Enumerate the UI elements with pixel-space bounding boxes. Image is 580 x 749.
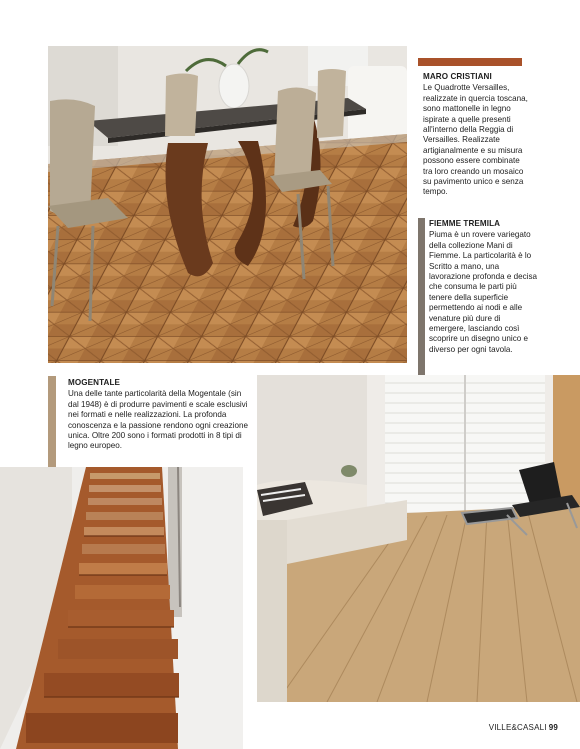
staircase-photo xyxy=(0,467,243,749)
caption-heading: MARO CRISTIANI xyxy=(423,72,492,81)
caption-fiemme-tremila xyxy=(429,219,537,355)
caption-mogentale xyxy=(68,378,248,452)
caption-heading: MOGENTALE xyxy=(68,378,121,387)
dining-room-photo xyxy=(48,46,407,363)
page-folio xyxy=(489,723,558,732)
page-number: 99 xyxy=(548,723,558,732)
caption-heading: FIEMME TREMILA xyxy=(429,219,501,228)
caption-text: Le Quadrotte Versailles, realizzate in quercia toscana, sono mattonelle in legno ispirate a quelle presenti all'interno della Reggia di Versailles. Realizzate artigianalmente e su misura possono essere combinate tra loro creando un mosaico su pavimento unico e senza tempo. xyxy=(423,83,528,197)
caption-text: Piuma è un rovere variegato della collezione Mani di Fiemme. La particolarità è lo Scritto a mano, una lavorazione profonda e decisa che consuma le parti più tenere della superficie permettendo ai nodi e alle venature più dure di emergere, lasciando così scoprire un disegno unico e diverso per ogni tavola. xyxy=(429,230,537,354)
caption-text: Una delle tante particolarità della Mogentale (sin dal 1948) è di produrre pavimenti e scale esclusivi nei formati e nelle realizzazioni. La profonda conoscenza e la passione rendono ogni creazione unica. Oltre 200 sono i formati prodotti in 8 tipi di legno europeo. xyxy=(68,389,248,451)
caption-maro-cristiani xyxy=(423,72,531,198)
living-room-photo xyxy=(257,375,580,702)
magazine-name: VILLE&CASALI xyxy=(488,723,547,732)
accent-bar-rust xyxy=(418,58,522,66)
